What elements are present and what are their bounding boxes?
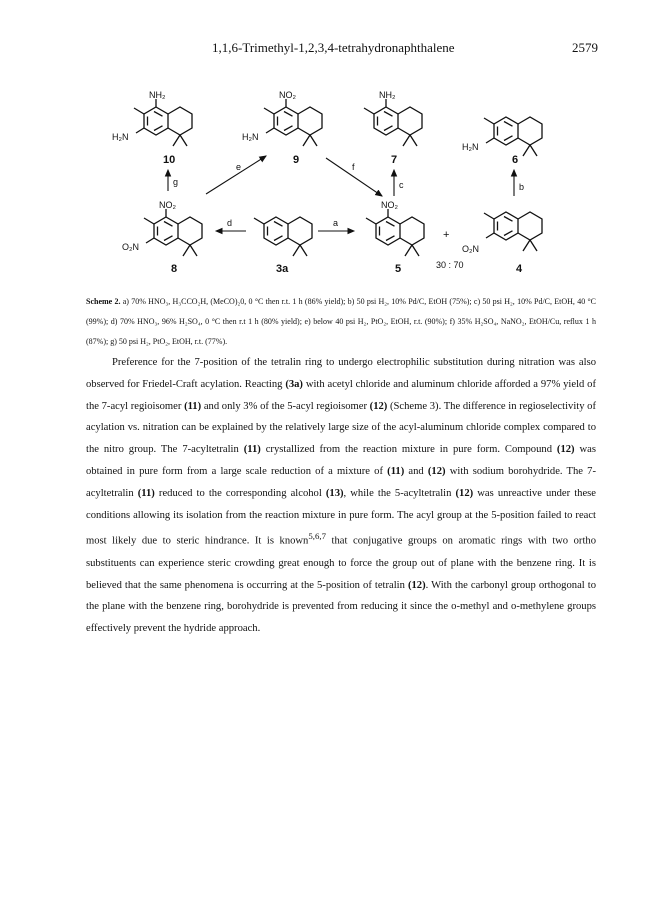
compound-6 <box>462 117 542 166</box>
compound-ref: (12) <box>407 579 426 591</box>
compound-8-sub2: O₂N <box>122 242 139 252</box>
compound-9-sub1: NO₂ <box>279 90 296 100</box>
compound-8-label: 8 <box>171 263 178 275</box>
compound-9-label: 9 <box>293 154 300 166</box>
compound-6-label: 6 <box>512 154 519 166</box>
compound-8 <box>122 200 202 275</box>
scheme-caption <box>86 292 596 352</box>
compound-4-sub2: O₂N <box>462 244 479 254</box>
plus-sign: + <box>443 229 450 241</box>
running-title: 1,1,6-Trimethyl-1,2,3,4-tetrahydronaphthalene <box>212 40 455 55</box>
compound-ref: (12) <box>455 487 474 499</box>
body-paragraph-block <box>86 352 596 640</box>
compound-4-label: 4 <box>516 263 523 275</box>
page-header <box>0 40 672 60</box>
compound-10-sub2: H₂N <box>112 132 129 142</box>
compound-5 <box>366 200 424 275</box>
compound-ref: (11) <box>387 465 405 477</box>
arrow-a-label: a <box>333 218 339 228</box>
arrow-c-label: c <box>399 180 404 190</box>
scheme-drawing <box>86 86 596 286</box>
compound-ref: (12) <box>369 400 388 412</box>
compound-9-sub2: H₂N <box>242 132 259 142</box>
compound-6-sub2: H₂N <box>462 142 479 152</box>
compound-7-sub1: NH₂ <box>379 90 396 100</box>
compound-ref: (11) <box>184 400 202 412</box>
compound-8-sub1: NO₂ <box>159 200 176 210</box>
compound-3a <box>254 217 312 275</box>
compound-ref: (12) <box>556 444 575 456</box>
compound-ref: (11) <box>137 487 155 499</box>
compound-10 <box>112 90 192 166</box>
arrow-d-label: d <box>227 218 233 228</box>
isomer-ratio: 30 : 70 <box>436 260 464 270</box>
caption-text: a) 70% HNO₃, H₃CCO₂H, (MeCO)₂0, 0 °C then r.t. 1 h (86% yield); b) 50 psi H₂, 10% Pd/C, EtOH (75%); c) 50 psi H₂, 10% Pd/C, EtOH, 40 °C (99%); d) 70% HNO₃, 96% H₂SO₄, 0 °C then r.t 1 h (80% yield); e) below 40 psi H₂, PtO₂, EtOH, r.t. (90%); f) 35% H₂SO₄, NaNO₂, EtOH/Cu, reflux 1 h (87%); g) 50 psi H₂, PtO₂, EtOH, r.t. (77%). <box>86 297 596 346</box>
compound-ref: (12) <box>427 465 446 477</box>
body-paragraph: Preference for the 7-position of the tetralin ring to undergo electrophilic substitution during nitration was also observed for Friedel-Craft acylation. Reacting (3a) with acetyl chloride and aluminum chloride afforded a 97% yield of the 7-acyl regioisomer (11) and only 3% of the 5-acyl regioisomer (12) (Scheme 3). The difference in regioselectivity of acylation vs. nitration can be explained by the relatively large size of the acyl-aluminum chloride complex compared to the nitro group. The 7-acyltetralin (11) crystallized from the reaction mixture in pure form. Compound (12) was obtained in pure form from a large scale reduction of a mixture of (11) and (12) with sodium borohydride. The 7-acyltetralin (11) reduced to the corresponding alcohol (13), while the 5-acyltetralin (12) was unreactive under these conditions allowing its isolation from the reaction mixture in pure form. The acyl group at the 5-position failed to react most likely due to steric hindrance. It is known$^{5,6,7}$ that conjugative groups on aromatic rings with two ortho substituents can experience steric crowding great enough to force the group out of plane with the benzene ring. It is believed that the same phenomena is occurring at the 5-position of tetralin (12). With the carbonyl group orthogonal to the plane with the benzene ring, borohydride is prevented from reducing it since the o-methyl and o-methylene groups effectively prevent the hydride approach. <box>86 357 597 635</box>
compound-7 <box>364 90 422 166</box>
compound-9 <box>242 90 322 166</box>
compound-4 <box>462 212 542 275</box>
arrow-f-label: f <box>352 162 355 172</box>
reference-superscript: 5,6,7 <box>308 531 327 542</box>
compound-5-sub1: NO₂ <box>381 200 398 210</box>
compound-ref: (11) <box>243 444 261 456</box>
compound-10-sub1: NH₂ <box>149 90 166 100</box>
compound-ref: (13) <box>325 487 344 499</box>
reaction-scheme <box>86 86 596 286</box>
arrow-e-label: e <box>236 162 242 172</box>
compound-ref: (3a) <box>285 378 303 390</box>
compound-10-label: 10 <box>163 154 176 166</box>
caption-label: Scheme 2. <box>86 297 121 306</box>
arrow-g-label: g <box>173 177 179 187</box>
compound-5-label: 5 <box>395 263 402 275</box>
page-number: 2579 <box>572 40 598 55</box>
compound-3a-label: 3a <box>276 263 289 275</box>
compound-7-label: 7 <box>391 154 398 166</box>
arrow-b-label: b <box>519 182 525 192</box>
